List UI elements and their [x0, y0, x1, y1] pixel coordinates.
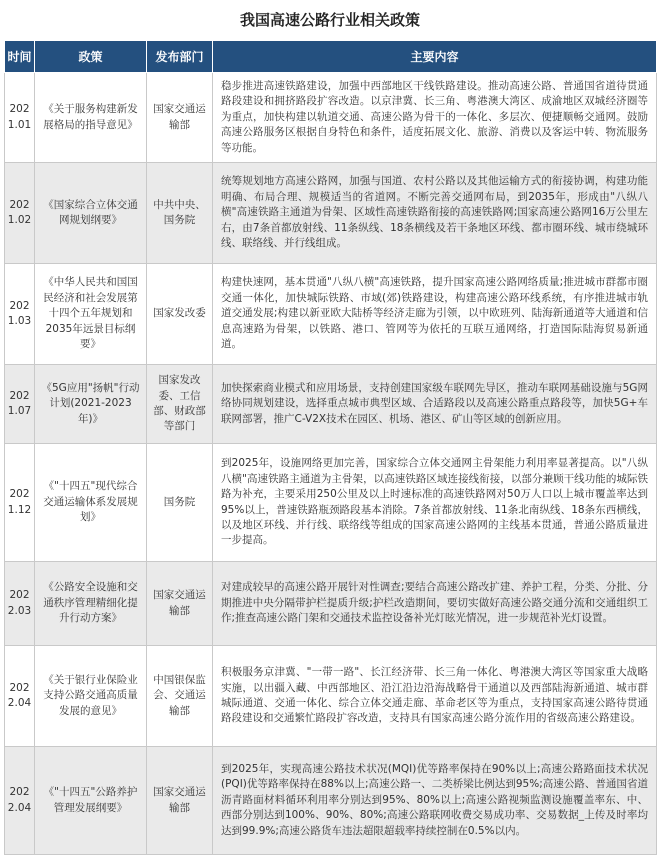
column-header-policy: 政策 [35, 41, 147, 73]
row-content: 到2025年，设施网络更加完善，国家综合立体交通网主骨架能力利用率显著提高。以"八纵八横"高速铁路主通道为主骨架，以高速铁路区域连接线衔接，以部分兼顾干线功能的城际铁路为补充，主要采用250公里及以上时速标准的高速铁路网对50万人口以上城市覆盖率达到95%以上，普速铁路瓶颈路段基本消除。7条首都放射线、11条北南纵线、18条东西横线，以及地区环线、并行线、联络线等组成的国家高速公路网的主线基本贯通，普通公路质量进一步提高。 [213, 444, 657, 562]
row-content: 到2025年，实现高速公路技术状况(MQI)优等路率保持在90%以上;高速公路路面技术状况(PQI)优等路率保持在88%以上;高速公路一、二类桥梁比例达到95%;高速公路、普通国省道沥青路面材料循环利用率分别达到95%、80%以上;高速公路视频监测设施覆盖率东、中、西部分别达到100%、90%、80%;高速公路联网收费交易成功率、交易数据_上传及时率均达到99.9%;高速公路货车违法超限超载率持续控制在0.5%以内。 [213, 747, 657, 855]
row-content: 构建快速网，基本贯通"八纵八横"高速铁路，提升国家高速公路网络质量;推进城市群都市圈交通一体化，加快城际铁路、市域(郊)铁路建设，构建高速公路环线系统，有序推进城市轨道交通发展;构建以新亚欧大陆桥等经济走廊为引领，以中欧班列、陆海新通道等大通道和信息高速路为骨架，以铁路、港口、管网等为依托的互联互通网络，打造国际陆海贸易新通道。 [213, 264, 657, 365]
row-time: 2021.07 [5, 365, 35, 444]
table-row [5, 264, 657, 365]
row-time: 2021.12 [5, 444, 35, 562]
row-time: 2022.04 [5, 646, 35, 747]
row-policy: 《5G应用"扬帆"行动计划(2021-2023年)》 [35, 365, 147, 444]
table-header-row [5, 41, 657, 73]
table-row [5, 562, 657, 646]
table-row [5, 163, 657, 264]
row-dept: 国务院 [147, 444, 213, 562]
column-header-time: 时间 [5, 41, 35, 73]
row-dept: 国家交通运输部 [147, 562, 213, 646]
row-time: 2022.03 [5, 562, 35, 646]
row-time: 2021.01 [5, 73, 35, 163]
row-policy: 《关于服务构建新发展格局的指导意见》 [35, 73, 147, 163]
row-dept: 国家发改委、工信部、财政部等部门 [147, 365, 213, 444]
row-dept: 国家交通运输部 [147, 73, 213, 163]
table-row [5, 73, 657, 163]
row-dept: 国家发改委 [147, 264, 213, 365]
row-time: 2022.04 [5, 747, 35, 855]
policy-table [4, 40, 657, 855]
column-header-content: 主要内容 [213, 41, 657, 73]
row-policy: 《"十四五"公路养护管理发展纲要》 [35, 747, 147, 855]
table-row [5, 747, 657, 855]
table-row [5, 444, 657, 562]
row-content: 积极服务京津冀、"一带一路"、长江经济带、长三角一体化、粤港澳大湾区等国家重大战略实施，以出疆入藏、中西部地区、沿江沿边沿海战略骨干通道以及西部陆海新通道、城市群城际通道、交通一体化、综合立体交通走廊、革命老区等为重点，支持国家高速公路待贯通路段建设和交通繁忙路段扩容改造，支持具有国家高速公路分流作用的省级高速公路建设。 [213, 646, 657, 747]
row-content: 对建成较早的高速公路开展针对性调查;要结合高速公路改扩建、养护工程，分类、分批、分期推进中央分隔带护栏提质升级;护栏改造期间，要切实做好高速公路交通分流和交通组织工作;推查高速公路门架和交通技术监控设备补光灯眩光情况，进一步规范补光灯设置。 [213, 562, 657, 646]
row-policy: 《国家综合立体交通网规划纲要》 [35, 163, 147, 264]
table-row [5, 365, 657, 444]
row-policy: 《"十四五"现代综合交通运输体系发展规划》 [35, 444, 147, 562]
row-dept: 中共中央、国务院 [147, 163, 213, 264]
row-content: 加快探索商业模式和应用场景，支持创建国家级车联网先导区，推动车联网基础设施与5G网络协同规划建设，选择重点城市典型区域、合适路段以及高速公路重点路段等，加快5G+车联网部署，推广C-V2X技术在园区、机场、港区、矿山等区域的创新应用。 [213, 365, 657, 444]
row-content: 统筹规划地方高速公路网，加强与国道、农村公路以及其他运输方式的衔接协调，构建功能明确、布局合理、规模适当的省道网。不断完善交通网布局，到2035年，形成由"八纵八横"高速铁路主通道为骨架、区域性高速铁路衔接的高速铁路网;国家高速公路网16万公里左右，由7条首都放射线、11条纵线、18条横线及若干条地区环线、都市圈环线、城市绕城环线、联络线、并行线组成。 [213, 163, 657, 264]
row-policy: 《公路安全设施和交通秩序管理精细化提升行动方案》 [35, 562, 147, 646]
row-dept: 中国银保监会、交通运输部 [147, 646, 213, 747]
column-header-dept: 发布部门 [147, 41, 213, 73]
page-title: 我国高速公路行业相关政策 [239, 11, 420, 29]
table-row [5, 646, 657, 747]
row-time: 2021.02 [5, 163, 35, 264]
row-time: 2021.03 [5, 264, 35, 365]
row-policy: 《中华人民共和国国民经济和社会发展第十四个五年规划和2035年远景目标纲要》 [35, 264, 147, 365]
row-dept: 国家交通运输部 [147, 747, 213, 855]
row-policy: 《关于银行业保险业支持公路交通高质量发展的意见》 [35, 646, 147, 747]
row-content: 稳步推进高速铁路建设，加强中西部地区干线铁路建设。推动高速公路、普通国省道待贯通路段建设和拥挤路段扩容改造。以京津冀、长三角、粤港澳大湾区、成渝地区双城经济圈等为重点，加快构建以轨道交通、高速公路为骨干的一体化、多层次、便捷顺畅交通网。鼓励高速公路服务区根据自身特色和条件，适度拓展文化、旅游、消费以及客运中转、物流服务等功能。 [213, 73, 657, 163]
